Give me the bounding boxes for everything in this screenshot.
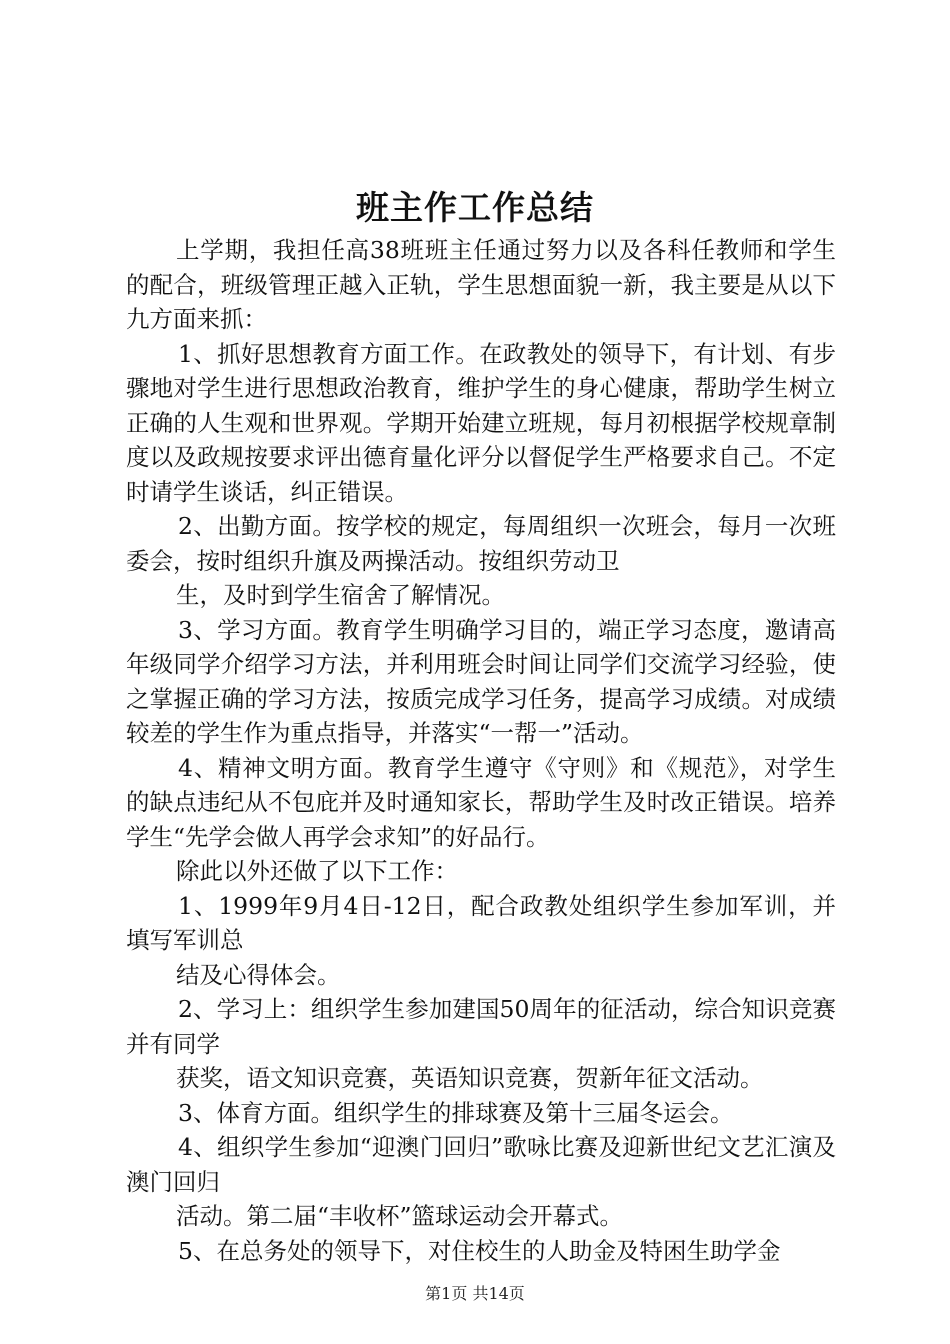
paragraph-item-1: 1、抓好思想教育方面工作。在政教处的领导下，有计划、有步骤地对学生进行思想政治教育，维护学生的身心健康，帮助学生树立正确的人生观和世界观。学期开始建立班规，每月初根据学校规章制度以及政规按要求评出德育量化评分以督促学生严格要求自己。不定时请学生谈话，纠正错误。 xyxy=(126,339,836,506)
paragraph-work-1: 1、1999年9月4日-12日，配合政教处组织学生参加军训，并填写军训总 xyxy=(126,891,836,954)
document-body xyxy=(126,233,836,1268)
paragraph-work-4: 4、组织学生参加“迎澳门回归”歌咏比赛及迎新世纪文艺汇演及澳门回归 xyxy=(126,1133,836,1196)
page-number-footer: 第1页 共14页 xyxy=(425,1284,525,1303)
paragraph-work-4-continued: 活动。第二届“丰收杯”篮球运动会开幕式。 xyxy=(176,1202,624,1230)
page-title: 班主作工作总结 xyxy=(356,188,594,227)
paragraph-item-3: 3、学习方面。教育学生明确学习目的，端正学习态度，邀请高年级同学介绍学习方法，并利用班会时间让同学们交流学习经验，使之掌握正确的学习方法，按质完成学习任务，提高学习成绩。对成绩较差的学生作为重点指导，并落实“一帮一”活动。 xyxy=(126,615,836,747)
paragraph-item-2-continued: 生，及时到学生宿舍了解情况。 xyxy=(176,581,505,609)
paragraph-other-work: 除此以外还做了以下工作： xyxy=(176,857,458,885)
paragraph-work-2-continued: 获奖，语文知识竞赛，英语知识竞赛，贺新年征文活动。 xyxy=(176,1064,764,1092)
paragraph-item-2: 2、出勤方面。按学校的规定，每周组织一次班会，每月一次班委会，按时组织升旗及两操活动。按组织劳动卫 xyxy=(126,512,836,575)
paragraph-intro: 上学期，我担任高38班班主任通过努力以及各科任教师和学生的配合，班级管理正越入正轨，学生思想面貌一新，我主要是从以下九方面来抓： xyxy=(126,236,836,333)
paragraph-work-2: 2、学习上：组织学生参加建国50周年的征活动，综合知识竞赛并有同学 xyxy=(126,995,836,1058)
paragraph-work-3: 3、体育方面。组织学生的排球赛及第十三届冬运会。 xyxy=(178,1098,734,1127)
paragraph-item-4: 4、精神文明方面。教育学生遵守《守则》和《规范》，对学生的缺点违纪从不包庇并及时通知家长，帮助学生及时改正错误。培养学生“先学会做人再学会求知”的好品行。 xyxy=(126,753,836,851)
paragraph-work-1-continued: 结及心得体会。 xyxy=(176,960,341,989)
paragraph-work-5: 5、在总务处的领导下，对住校生的人助金及特困生助学金 xyxy=(178,1236,781,1265)
